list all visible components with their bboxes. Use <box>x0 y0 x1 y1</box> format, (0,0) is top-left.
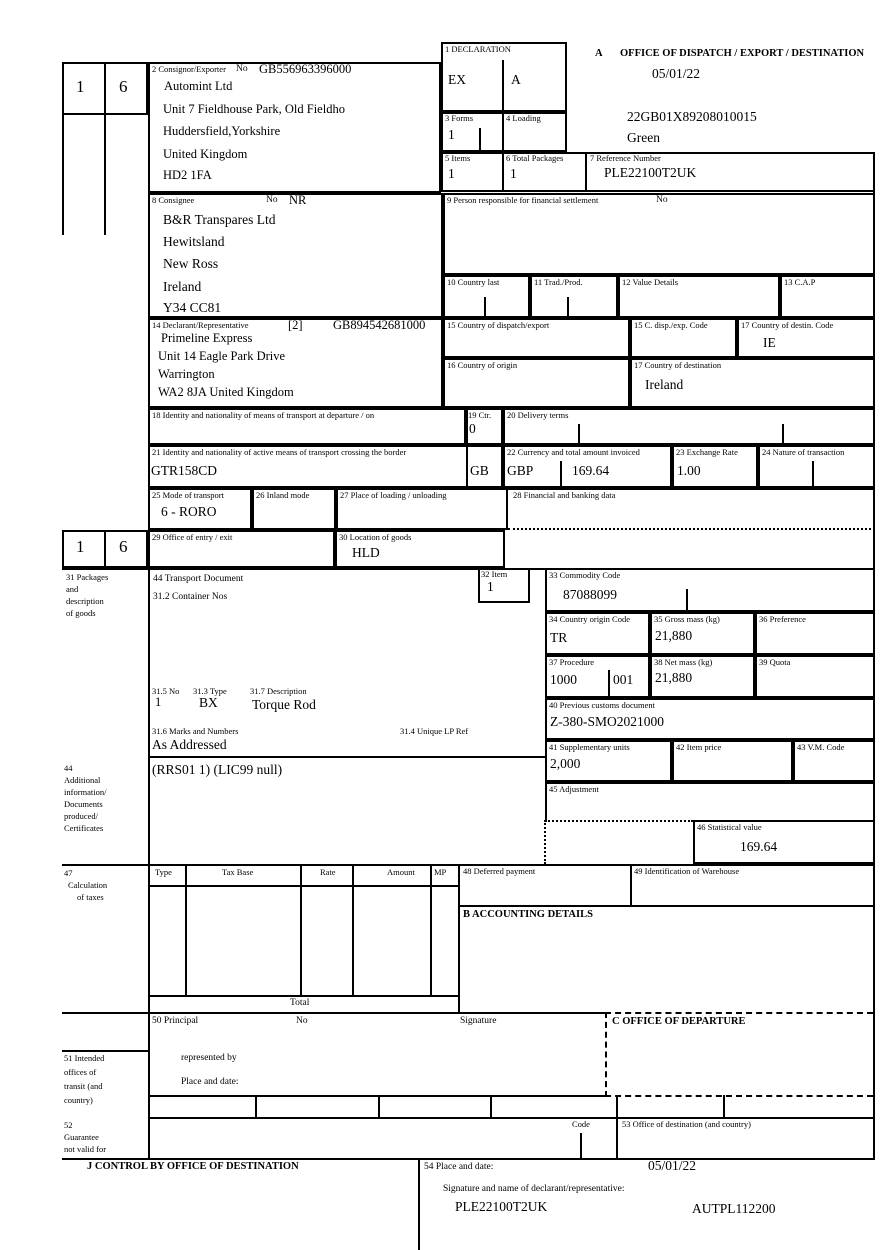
divider <box>616 1117 618 1158</box>
box31-3-label: 31.3 Type <box>193 686 227 696</box>
dispatch-date: 05/01/22 <box>652 66 701 81</box>
box32-value: 1 <box>487 579 494 594</box>
box14-code: [2] <box>288 318 303 332</box>
box14-line: Unit 14 Eagle Park Drive <box>158 349 286 363</box>
divider <box>430 864 432 995</box>
box8-no-label: No <box>266 195 278 205</box>
box48-label: 48 Deferred payment <box>463 866 536 876</box>
box2-label: 2 Consignor/Exporter <box>152 64 226 74</box>
box19-label: 19 Ctr. <box>468 410 492 420</box>
box2-no-label: No <box>236 64 248 74</box>
section-j-control: J CONTROL BY OFFICE OF DESTINATION <box>87 1161 299 1172</box>
divider <box>148 885 458 887</box>
box54-signature-label: Signature and name of declarant/representative: <box>443 1184 625 1194</box>
box12-label: 12 Value Details <box>622 277 679 287</box>
divider <box>686 589 688 612</box>
box50-place-date: Place and date: <box>181 1077 239 1087</box>
box50-represented-by: represented by <box>181 1053 237 1063</box>
box44-label: Additional <box>64 775 101 785</box>
box52-label: Guarantee <box>64 1132 99 1142</box>
box21-label: 21 Identity and nationality of active means of transport crossing the border <box>152 447 407 457</box>
divider <box>148 995 458 997</box>
box31-5-value: 1 <box>155 695 162 709</box>
divider <box>479 128 481 150</box>
box40-value: Z-380-SMO2021000 <box>550 714 664 729</box>
box9-no-label: No <box>656 195 668 205</box>
box21-value: GTR158CD <box>151 463 218 478</box>
box16-label: 16 Country of origin <box>447 360 518 370</box>
box46-value: 169.64 <box>740 839 778 854</box>
tax-col-type: Type <box>155 867 172 877</box>
box47-label: Calculation <box>68 880 108 890</box>
box50-label: 50 Principal <box>152 1016 199 1026</box>
box52-label: not valid for <box>64 1144 107 1154</box>
box8-line: New Ross <box>163 256 219 271</box>
box31-label: of goods <box>66 608 96 618</box>
box11-label: 11 Trad./Prod. <box>534 277 583 287</box>
box37-value1: 1000 <box>550 672 577 687</box>
box17a-label: 17 Country of destin. Code <box>741 320 834 330</box>
box46-label: 46 Statistical value <box>697 822 762 832</box>
movement-reference-number: 22GB01X89208010015 <box>627 109 757 124</box>
box38-value: 21,880 <box>655 670 693 685</box>
box31-5-label: 31.5 No <box>152 686 180 696</box>
box37-value2: 001 <box>613 672 634 687</box>
divider <box>466 445 468 488</box>
box44-content: (RRS01 1) (LIC99 null) <box>152 762 283 777</box>
box27-label: 27 Place of loading / unloading <box>340 490 447 500</box>
box44-label: information/ <box>64 787 107 797</box>
box54-signature-ref: AUTPL112200 <box>692 1201 776 1216</box>
tax-col-amount: Amount <box>387 867 415 877</box>
box21-nationality: GB <box>470 463 489 478</box>
box26-label: 26 Inland mode <box>256 490 310 500</box>
box2-line: United Kingdom <box>163 147 248 161</box>
divider <box>148 756 545 758</box>
box36-label: 36 Preference <box>759 614 806 624</box>
divider <box>148 1117 875 1119</box>
box14-line: WA2 8JA United Kingdom <box>158 385 294 399</box>
box22-currency: GBP <box>507 463 534 478</box>
divider <box>104 530 106 568</box>
box43-label: 43 V.M. Code <box>797 742 845 752</box>
box7-reference-number: PLE22100T2UK <box>604 165 697 180</box>
box51-label: 51 Intended <box>64 1053 105 1063</box>
section-a-key: A <box>595 48 603 59</box>
box7-label: 7 Reference Number <box>590 153 661 163</box>
box51-label: transit (and <box>64 1081 103 1091</box>
divider <box>104 62 106 115</box>
box34-value: TR <box>550 630 568 645</box>
box31-6-label: 31.6 Marks and Numbers <box>152 726 239 736</box>
box8-line: Hewitsland <box>163 234 225 249</box>
divider <box>630 864 632 905</box>
box15-label: 15 Country of dispatch/export <box>447 320 550 330</box>
divider <box>62 1158 875 1160</box>
box17-label: 17 Country of destination <box>634 360 722 370</box>
box33-label: 33 Commodity Code <box>549 570 621 580</box>
box8-no: NR <box>289 193 307 207</box>
divider <box>62 1050 148 1052</box>
dotted-divider <box>508 528 875 530</box>
box30-value: HLD <box>352 545 380 560</box>
box1-subtype: A <box>511 72 521 87</box>
divider <box>616 1095 618 1117</box>
divider <box>458 905 875 907</box>
box35-value: 21,880 <box>655 628 693 643</box>
box52-label: 52 <box>64 1120 73 1130</box>
copy-number-left: 1 <box>76 77 85 96</box>
divider <box>484 297 486 316</box>
box44-transport-document-label: 44 Transport Document <box>153 574 244 584</box>
copy-number-left: 1 <box>76 537 85 556</box>
box14-line: Primeline Express <box>161 331 253 345</box>
divider <box>567 297 569 316</box>
box44-label: Certificates <box>64 823 104 833</box>
box25-value: 6 - RORO <box>161 504 217 519</box>
box53-label: 53 Office of destination (and country) <box>622 1119 751 1129</box>
box5-label: 5 Items <box>445 153 471 163</box>
box31-4-label: 31.4 Unique LP Ref <box>400 726 469 736</box>
copy-number-right: 6 <box>119 537 128 556</box>
box38-label: 38 Net mass (kg) <box>654 657 713 667</box>
box47-label: of taxes <box>77 892 104 902</box>
box2-line: Huddersfield,Yorkshire <box>163 124 281 138</box>
box8-label: 8 Consignee <box>152 195 195 205</box>
section-a-title: OFFICE OF DISPATCH / EXPORT / DESTINATION <box>620 48 865 59</box>
box33-value: 87088099 <box>563 587 617 602</box>
divider <box>608 670 610 698</box>
box2-line: HD2 1FA <box>163 168 212 182</box>
box14-label: 14 Declarant/Representative <box>152 320 249 330</box>
box29-label: 29 Office of entry / exit <box>152 532 233 542</box>
box44-label: produced/ <box>64 811 98 821</box>
box23-label: 23 Exchange Rate <box>676 447 738 457</box>
divider <box>502 152 504 192</box>
section-c-label: C OFFICE OF DEPARTURE <box>612 1016 746 1027</box>
box18-label: 18 Identity and nationality of means of transport at departure / on <box>152 410 375 420</box>
box42-label: 42 Item price <box>676 742 722 752</box>
box41-value: 2,000 <box>550 756 581 771</box>
routing-status: Green <box>627 130 660 145</box>
box3-label: 3 Forms <box>445 113 474 123</box>
box5-value: 1 <box>448 166 455 181</box>
box35-label: 35 Gross mass (kg) <box>654 614 720 624</box>
tax-total-label: Total <box>290 998 310 1008</box>
box25-label: 25 Mode of transport <box>152 490 225 500</box>
box3-value: 1 <box>448 127 455 142</box>
box34-label: 34 Country origin Code <box>549 614 630 624</box>
box15a-label: 15 C. disp./exp. Code <box>634 320 708 330</box>
box1-label: 1 DECLARATION <box>445 44 511 54</box>
box31-3-value: BX <box>199 695 218 710</box>
divider <box>418 1158 420 1250</box>
divider <box>62 115 64 235</box>
dotted-divider <box>545 820 693 822</box>
divider <box>502 112 504 152</box>
divider <box>62 1012 607 1014</box>
box13-label: 13 C.A.P <box>784 277 816 287</box>
box23-value: 1.00 <box>677 463 701 478</box>
box31-7-value: Torque Rod <box>252 697 316 712</box>
box52-code-label: Code <box>572 1119 590 1129</box>
box19-value: 0 <box>469 421 476 436</box>
box10-label: 10 Country last <box>447 277 500 287</box>
box54-label: 54 Place and date: <box>424 1162 494 1172</box>
box31-7-label: 31.7 Description <box>250 686 307 696</box>
box49-label: 49 Identification of Warehouse <box>634 866 740 876</box>
tax-col-rate: Rate <box>320 867 336 877</box>
box14-line: Warrington <box>158 367 215 381</box>
tax-col-mp: MP <box>434 867 447 877</box>
box17a-value: IE <box>763 335 776 350</box>
box31-2-container-label: 31.2 Container Nos <box>153 592 228 602</box>
box17-value: Ireland <box>645 377 684 392</box>
divider <box>378 1095 380 1117</box>
box39-label: 39 Quota <box>759 657 791 667</box>
box31-label: 31 Packages <box>66 572 109 582</box>
copy-number-right: 6 <box>119 77 128 96</box>
box6-value: 1 <box>510 166 517 181</box>
divider <box>782 424 784 443</box>
box2-eori: GB556963396000 <box>259 62 352 76</box>
tax-col-taxbase: Tax Base <box>222 867 254 877</box>
box22-label: 22 Currency and total amount invoiced <box>507 447 640 457</box>
box41-label: 41 Supplementary units <box>549 742 630 752</box>
box2-line: Automint Ltd <box>164 79 233 93</box>
box44-label: Documents <box>64 799 103 809</box>
divider <box>723 1095 725 1117</box>
divider <box>255 1095 257 1117</box>
divider <box>490 1095 492 1117</box>
divider <box>502 60 504 112</box>
box54-date: 05/01/22 <box>648 1158 697 1173</box>
divider <box>578 424 580 443</box>
box8-line: Y34 CC81 <box>163 300 222 315</box>
divider <box>812 461 814 487</box>
box6-label: 6 Total Packages <box>506 153 564 163</box>
box50-no-label: No <box>296 1016 308 1026</box>
divider <box>185 864 187 995</box>
box31-6-value: As Addressed <box>152 737 227 752</box>
box22-amount: 169.64 <box>572 463 610 478</box>
box1-type: EX <box>448 72 466 87</box>
divider <box>104 115 106 235</box>
divider <box>580 1133 582 1158</box>
box50-signature-label: Signature <box>460 1016 497 1026</box>
box2-line: Unit 7 Fieldhouse Park, Old Fieldho <box>163 102 345 116</box>
box31-label: description <box>66 596 104 606</box>
divider <box>560 461 562 488</box>
box37-label: 37 Procedure <box>549 657 595 667</box>
box45-label: 45 Adjustment <box>549 784 599 794</box>
box20-label: 20 Delivery terms <box>507 410 569 420</box>
divider <box>352 864 354 995</box>
box51-label: country) <box>64 1095 93 1105</box>
box8-line: B&R Transpares Ltd <box>163 212 276 227</box>
box8-line: Ireland <box>163 279 202 294</box>
box14-eori: GB894542681000 <box>333 318 426 332</box>
box44-label: 44 <box>64 763 73 773</box>
section-b-accounting: B ACCOUNTING DETAILS <box>463 909 593 920</box>
box40-label: 40 Previous customs document <box>549 700 656 710</box>
divider <box>300 864 302 995</box>
dotted-divider <box>544 820 546 864</box>
box51-label: offices of <box>64 1067 97 1077</box>
box28-label: 28 Financial and banking data <box>513 490 616 500</box>
box32-label: 32 Item <box>481 569 508 579</box>
box47-label: 47 <box>64 868 73 878</box>
divider <box>585 152 587 192</box>
box9-label: 9 Person responsible for financial settlement <box>447 195 599 205</box>
box24-label: 24 Nature of transaction <box>762 447 845 457</box>
box54-signature-name: PLE22100T2UK <box>455 1199 548 1214</box>
divider <box>458 864 460 1012</box>
box30-label: 30 Location of goods <box>339 532 412 542</box>
box31-label: and <box>66 584 79 594</box>
box4-label: 4 Loading <box>506 113 541 123</box>
